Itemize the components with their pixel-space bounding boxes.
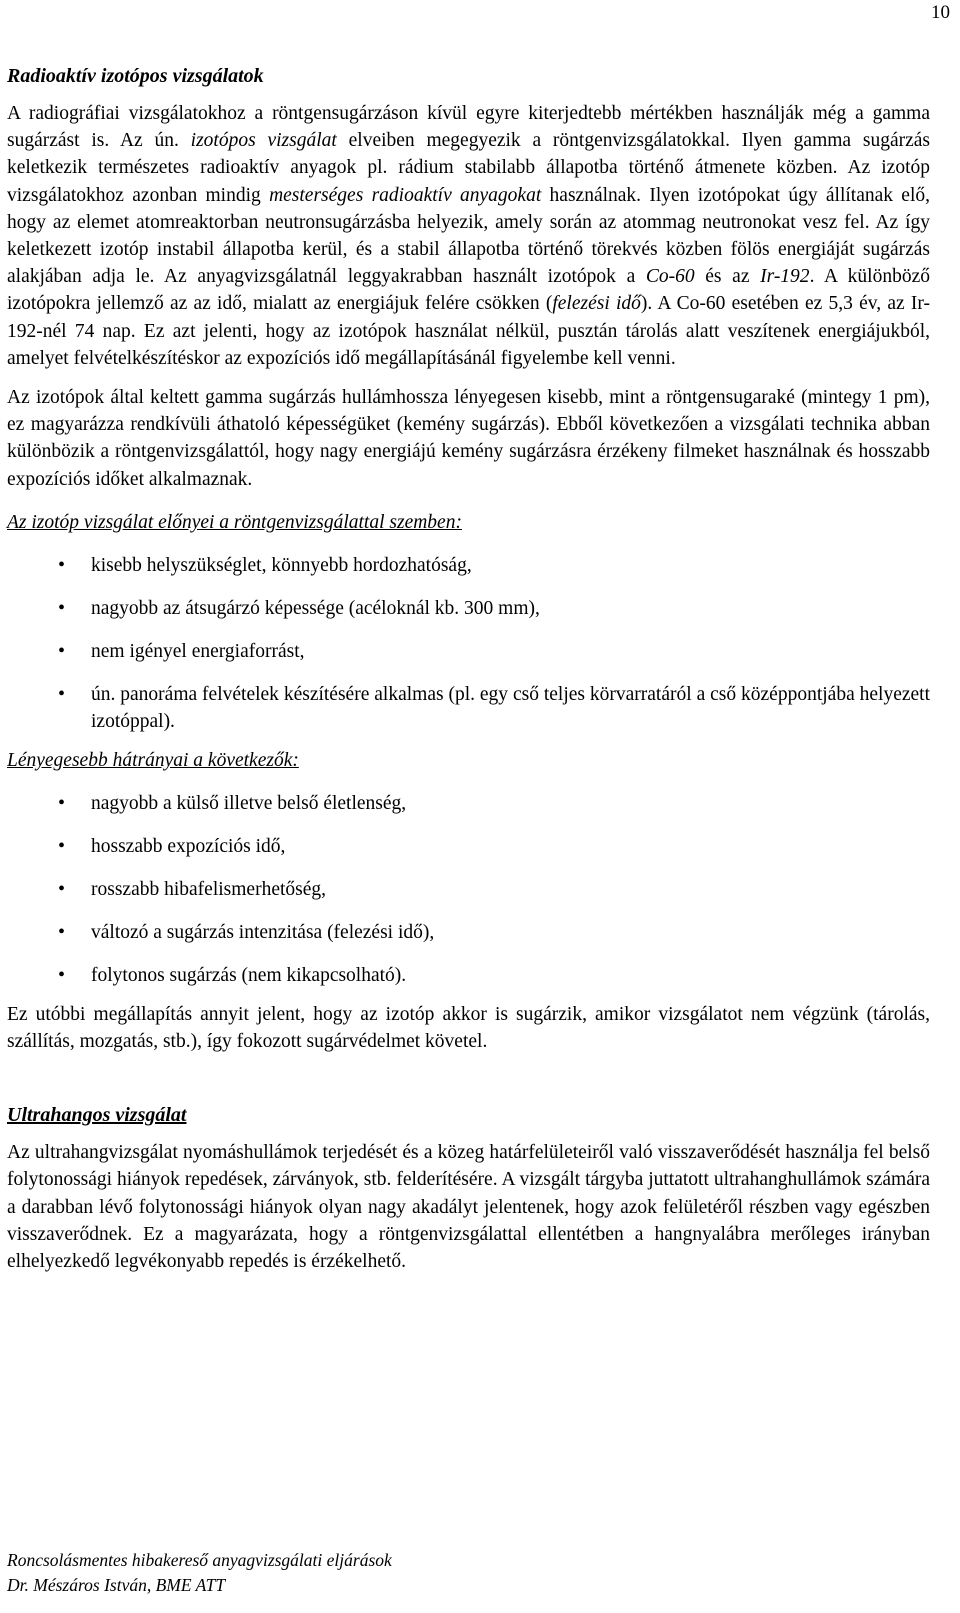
paragraph-gamma-wavelength: Az izotópok által keltett gamma sugárzás hullámhossza lényegesen kisebb, mint a röntgensugaraké (mintegy 1 pm), ez magyarázza rendkívüli áthatoló képességüket (kemény sugárzás). Ebből következően a vizsgálati technika abban különbözik a röntgenvizsgálattól, hogy nagy energiájú kemény sugárzásra érzékeny filmeket használnak és hosszabb expozíciós időket alkalmaznak. — [7, 387, 930, 490]
section-title-ultrasound: Ultrahangos vizsgálat — [7, 1104, 187, 1127]
list-item: • változó a sugárzás intenzitása (felezési idő), — [91, 919, 930, 946]
disadvantages-list — [7, 790, 930, 989]
page-number: 10 — [931, 2, 950, 23]
list-item: • ún. panoráma felvételek készítésére alkalmas (pl. egy cső teljes körvarratáról a cső középpontjába helyezett izotóppal). — [91, 681, 930, 735]
term-italic: izotópos vizsgálat — [190, 130, 337, 152]
term-italic: Ir-192 — [760, 266, 810, 288]
list-item: • nem igényel energiaforrást, — [91, 638, 930, 665]
term-italic: mesterséges radioaktív anyagokat — [269, 184, 542, 206]
paragraph-ultrasound: Az ultrahangvizsgálat nyomáshullámok terjedését és a közeg határfelületeiről való visszaverődését használja fel belső folytonossági hiányok repedések, zárványok, stb. felderítésére. A vizsgált tárgyba juttatott ultrahanghullámok számára a darabban lévő folytonossági hiányok olyan nagy akadályt jelentenek, hogy azok felületéről részben vagy egészben visszaverődnek. Ez a magyarázata, hogy a röntgenvizsgálattal ellentétben a hangnyalábra merőleges irányban elhelyezkedő legvékonyabb repedés is érzékelhető. — [7, 1142, 930, 1273]
text-run: A radiográfiai vizsgálatokhoz a röntgensugárzáson kívül egyre kiterjedtebb mértékben használják még a gamma sugárzást is. Az ún. — [7, 103, 930, 152]
text-run: . A különböző izotópokra jellemző az az idő, mialatt az energiájuk felére csökken ( — [7, 266, 930, 315]
advantages-title: Az izotóp vizsgálat előnyei a röntgenvizsgálattal szemben: — [7, 511, 462, 533]
list-item: • kisebb helyszükséglet, könnyebb hordozhatóság, — [91, 552, 930, 579]
paragraph-storage-note: Ez utóbbi megállapítás annyit jelent, hogy az izotóp akkor is sugárzik, amikor vizsgálatot nem végzünk (tárolás, szállítás, mozgatás, stb.), így fokozott sugárvédelmet követel. — [7, 1003, 930, 1053]
text-run: elveiben megegyezik a röntgenvizsgálatokkal. Ilyen gamma sugárzás keletkezik természetes radioaktív anyagok pl. rádium stabilabb állapotba történő átmenete közben. Az izotóp vizsgálatokhoz azonban mindig — [7, 130, 930, 206]
footer-author: Dr. Mészáros István, BME ATT — [7, 1575, 226, 1595]
text-run: és az — [694, 266, 761, 288]
list-item: • folytonos sugárzás (nem kikapcsolható). — [91, 962, 930, 989]
list-item: • rosszabb hibafelismerhetőség, — [91, 876, 930, 903]
paragraph-isotope-intro — [7, 100, 930, 372]
section-gap — [7, 1055, 930, 1101]
term-italic: Co-60 — [645, 266, 695, 288]
list-item: • nagyobb a külső illetve belső életlenség, — [91, 790, 930, 817]
advantages-list — [7, 552, 930, 735]
page-content — [7, 62, 930, 1275]
disadvantages-title: Lényegesebb hátrányai a következők: — [7, 749, 299, 771]
text-run: ). A Co-60 esetében ez 5,3 év, az Ir-192-nél 74 nap. Ez azt jelenti, hogy az izotópok használat nélkül, pusztán tárolás alatt veszítenek energiájukból, amelyet felvételkészítéskor az expozíciós idő megállapításánál figyelembe kell venni. — [7, 293, 930, 369]
page-footer — [7, 1548, 392, 1598]
footer-document-title: Roncsolásmentes hibakereső anyagvizsgálati eljárások — [7, 1550, 392, 1570]
section-title-isotope: Radioaktív izotópos vizsgálatok — [7, 65, 264, 87]
list-item: • nagyobb az átsugárzó képessége (acéloknál kb. 300 mm), — [91, 595, 930, 622]
text-run: használnak. Ilyen izotópokat úgy állítanak elő, hogy az elemet atomreaktorban neutronsugárzásba helyezik, amely során az atommag neutronokat vesz fel. Az így keletkezett izotóp instabil állapotba kerül, és a stabil állapotba történő törekvés közben fölös energiáját sugárzás alakjában adja le. Az anyagvizsgálatnál leggyakrabban használt izotópok a — [7, 184, 930, 288]
term-italic: felezési idő — [552, 293, 641, 315]
list-item: • hosszabb expozíciós idő, — [91, 833, 930, 860]
